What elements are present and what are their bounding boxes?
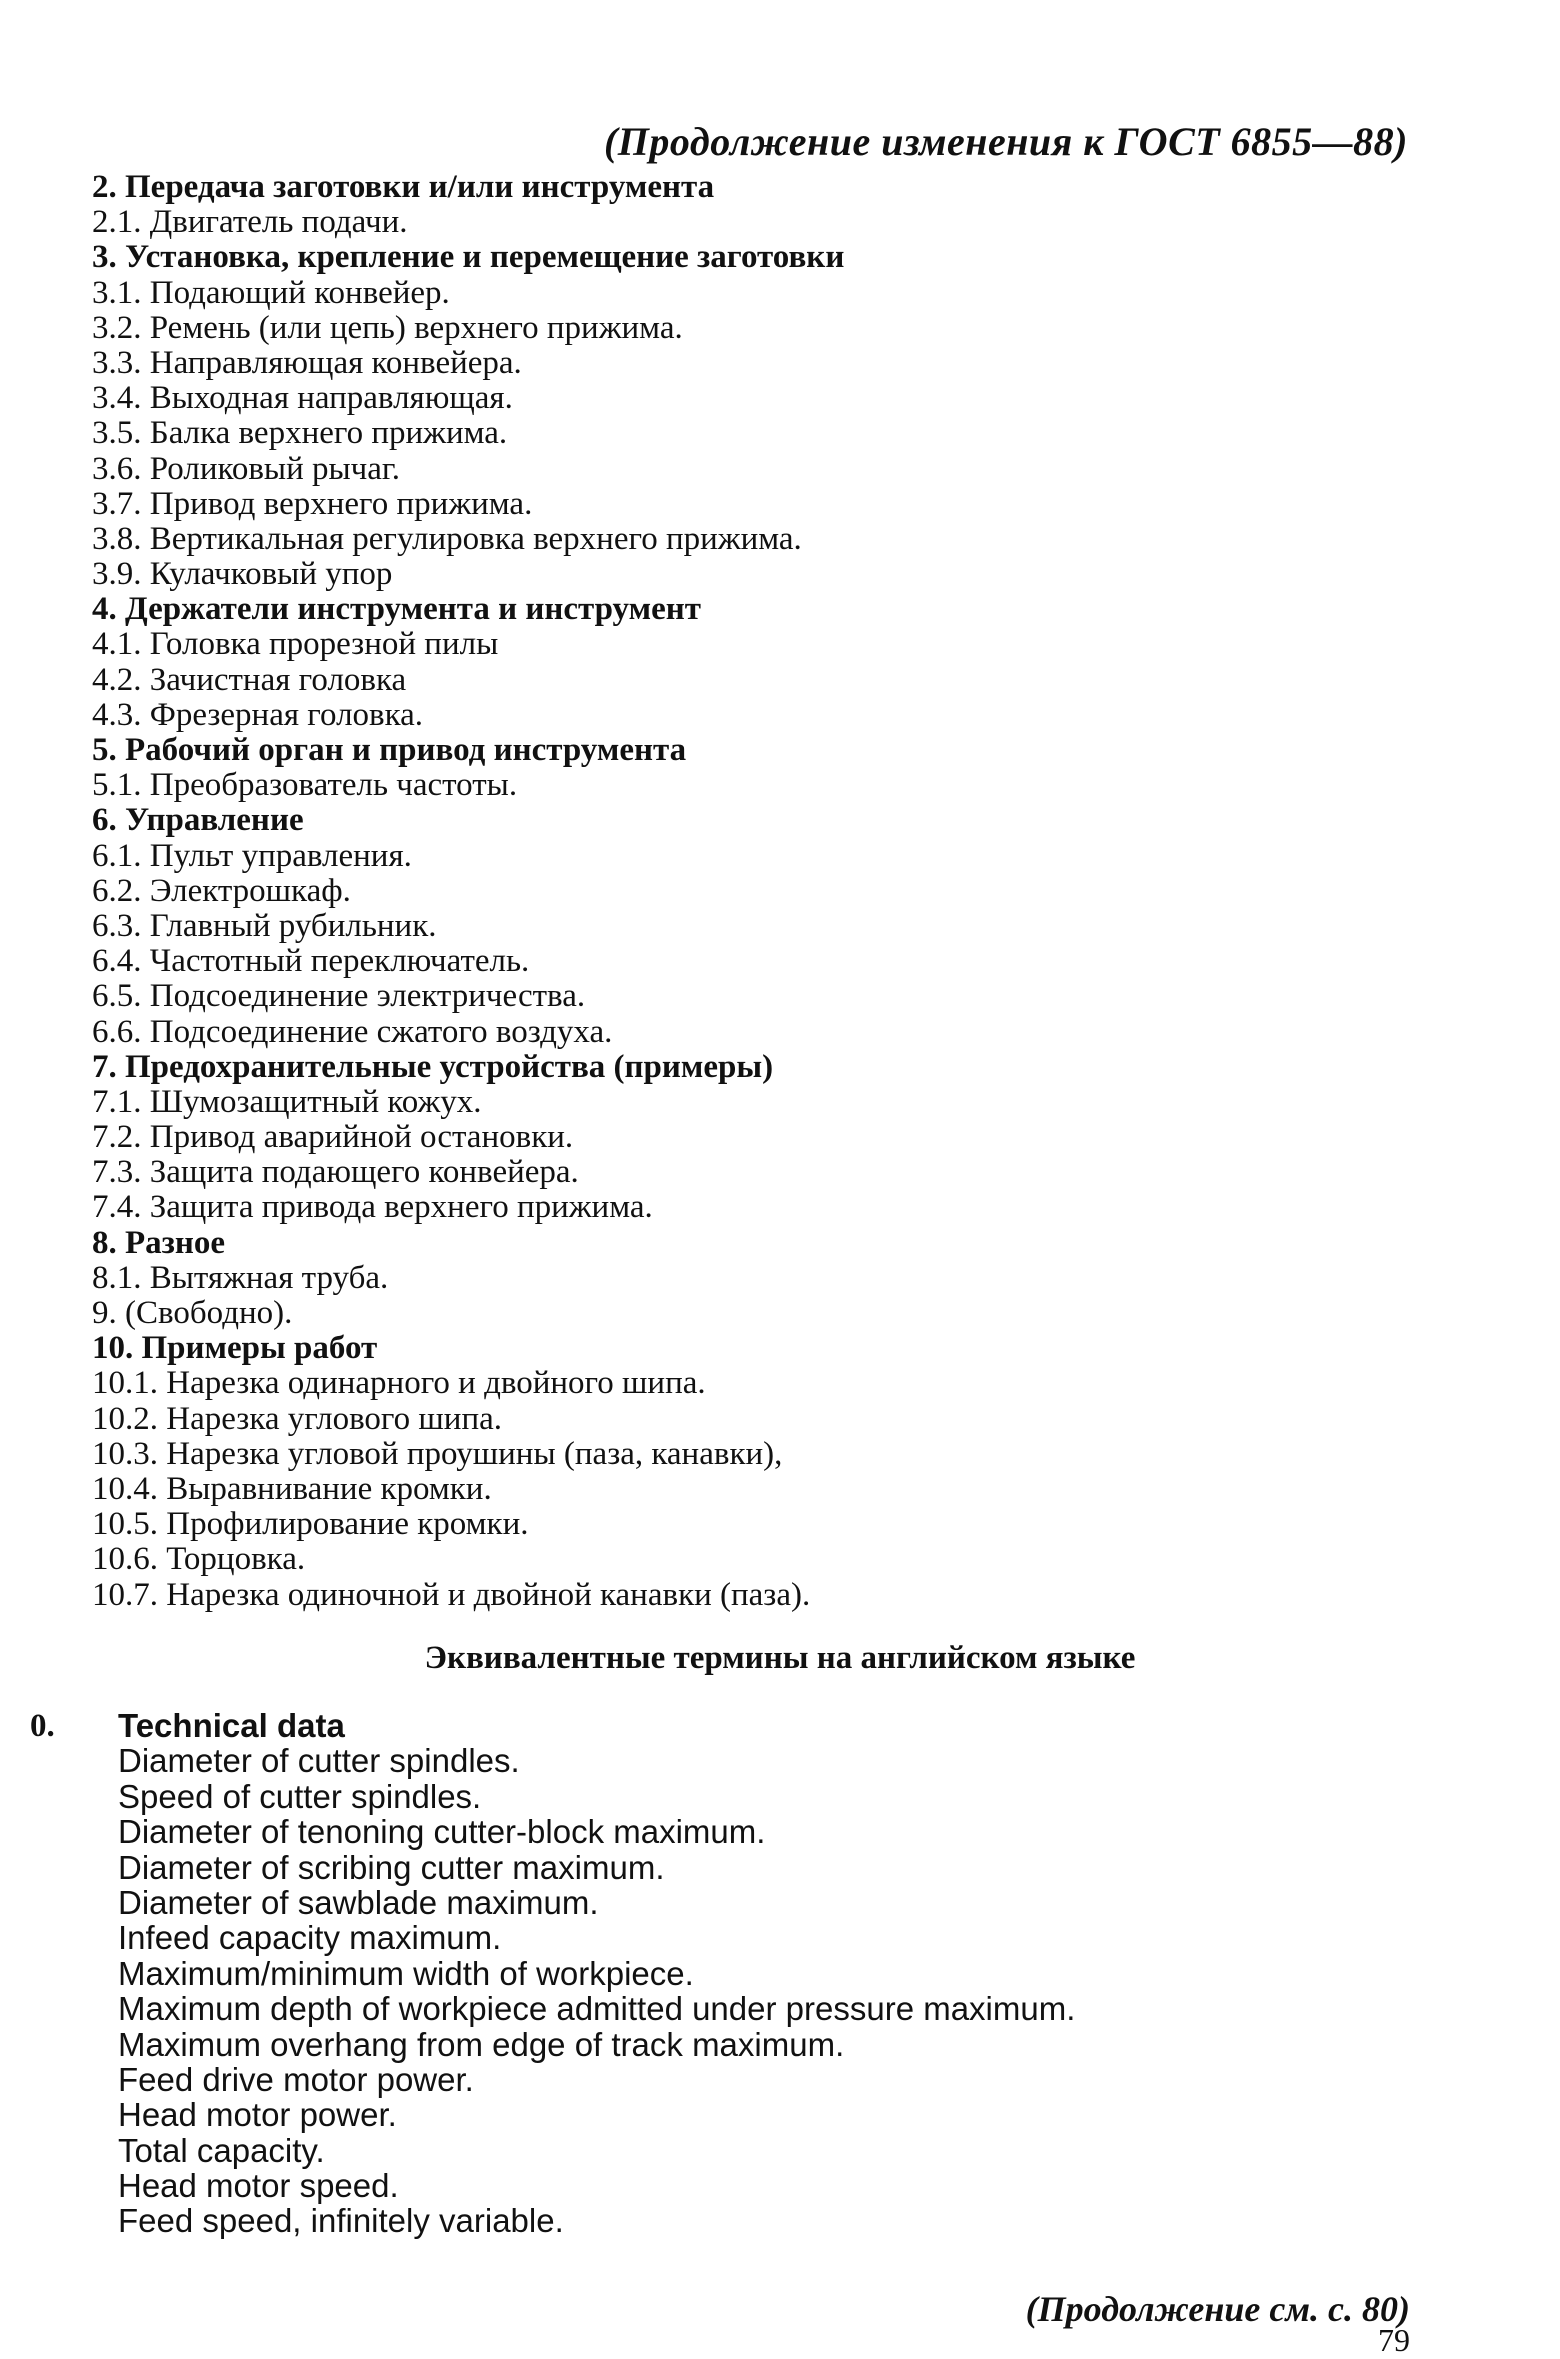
list-item: Infeed capacity maximum.	[118, 1919, 502, 1957]
list-item: 10.5. Профилирование кромки.	[92, 1506, 529, 1543]
list-item: 7.3. Защита подающего конвейера.	[92, 1154, 579, 1191]
list-item: 3.3. Направляющая конвейера.	[92, 344, 522, 381]
list-item: Speed of cutter spindles.	[118, 1777, 482, 1815]
continuation-note: (Продолжение см. с. 80)	[1025, 2289, 1410, 2329]
page-number: 79	[1378, 2322, 1410, 2358]
english-section-number: 0.	[30, 1708, 55, 1744]
list-item: 6.1. Пульт управления.	[92, 837, 412, 874]
list-item: 3.6. Роликовый рычаг.	[92, 450, 400, 487]
list-item: 4.3. Фрезерная головка.	[92, 696, 424, 733]
section-heading: Technical data	[118, 1707, 345, 1744]
list-item: 6.3. Главный рубильник.	[92, 907, 437, 944]
list-item: 7.4. Защита привода верхнего прижима.	[92, 1189, 653, 1226]
list-item: 10.2. Нарезка углового шипа.	[92, 1400, 503, 1437]
english-term-list	[118, 1708, 1418, 2239]
list-item: 8.1. Вытяжная труба.	[92, 1259, 389, 1296]
list-item: Head motor power.	[118, 2096, 397, 2134]
section-heading: 6. Управление	[92, 802, 304, 839]
list-item: 3.1. Подающий конвейер.	[92, 274, 450, 311]
section-heading: 3. Установка, крепление и перемещение заготовки	[92, 239, 845, 276]
list-item: 10.6. Торцовка.	[92, 1541, 306, 1578]
list-item: 6.2. Электрошкаф.	[92, 872, 351, 909]
list-item: 10.7. Нарезка одиночной и двойной канавки (паза).	[92, 1576, 811, 1613]
list-item: 7.2. Привод аварийной остановки.	[92, 1119, 574, 1156]
list-item: 3.8. Вертикальная регулировка верхнего прижима.	[92, 520, 802, 557]
list-item: 10.4. Выравнивание кромки.	[92, 1470, 492, 1507]
russian-term-list	[92, 170, 1392, 1613]
section-heading: 4. Держатели инструмента и инструмент	[92, 591, 701, 628]
list-item: 4.2. Зачистная головка	[92, 661, 407, 698]
list-item: 6.6. Подсоединение сжатого воздуха.	[92, 1013, 613, 1050]
list-item: Diameter of scribing cutter maximum.	[118, 1848, 665, 1886]
section-heading: 7. Предохранительные устройства (примеры)	[92, 1048, 774, 1085]
list-item: 10.1. Нарезка одинарного и двойного шипа.	[92, 1365, 706, 1402]
list-item: 3.7. Привод верхнего прижима.	[92, 485, 533, 522]
list-item: Maximum depth of workpiece admitted under pressure maximum.	[118, 1990, 1076, 2028]
list-item: Head motor speed.	[118, 2167, 399, 2205]
list-item: 5.1. Преобразователь частоты.	[92, 767, 518, 804]
section-heading: 10. Примеры работ	[92, 1330, 378, 1367]
list-item: Total capacity.	[118, 2131, 325, 2169]
list-item: 6.5. Подсоединение электричества.	[92, 978, 586, 1015]
list-item: Feed speed, infinitely variable.	[118, 2202, 564, 2240]
list-item: 3.9. Кулачковый упор	[92, 556, 393, 593]
list-item: Feed drive motor power.	[118, 2060, 474, 2098]
section-heading: 8. Разное	[92, 1224, 226, 1261]
list-item: 9. (Свободно).	[92, 1295, 293, 1331]
section-heading: 5. Рабочий орган и привод инструмента	[92, 732, 687, 768]
list-item: 3.4. Выходная направляющая.	[92, 380, 513, 417]
list-item: 10.3. Нарезка угловой проушины (паза, канавки),	[92, 1435, 783, 1472]
list-item: Diameter of cutter spindles.	[118, 1742, 520, 1780]
list-item: Maximum overhang from edge of track maximum.	[118, 2025, 845, 2063]
section-heading: 2. Передача заготовки и/или инструмента	[92, 169, 715, 205]
list-item: Diameter of sawblade maximum.	[118, 1883, 599, 1921]
list-item: Maximum/minimum width of workpiece.	[118, 1954, 694, 1992]
list-item: Diameter of tenoning cutter-block maximum.	[118, 1813, 766, 1851]
list-item: 2.1. Двигатель подачи.	[92, 204, 408, 241]
list-item: 6.4. Частотный переключатель.	[92, 943, 530, 980]
list-item: 4.1. Головка прорезной пилы	[92, 626, 499, 663]
list-item: 3.5. Балка верхнего прижима.	[92, 415, 508, 452]
list-item: 7.1. Шумозащитный кожух.	[92, 1083, 482, 1120]
english-terms-heading: Эквивалентные термины на английском языке	[424, 1640, 1136, 1676]
list-item: 3.2. Ремень (или цепь) верхнего прижима.	[92, 309, 683, 346]
running-head: (Продолжение изменения к ГОСТ 6855—88)	[603, 119, 1408, 164]
